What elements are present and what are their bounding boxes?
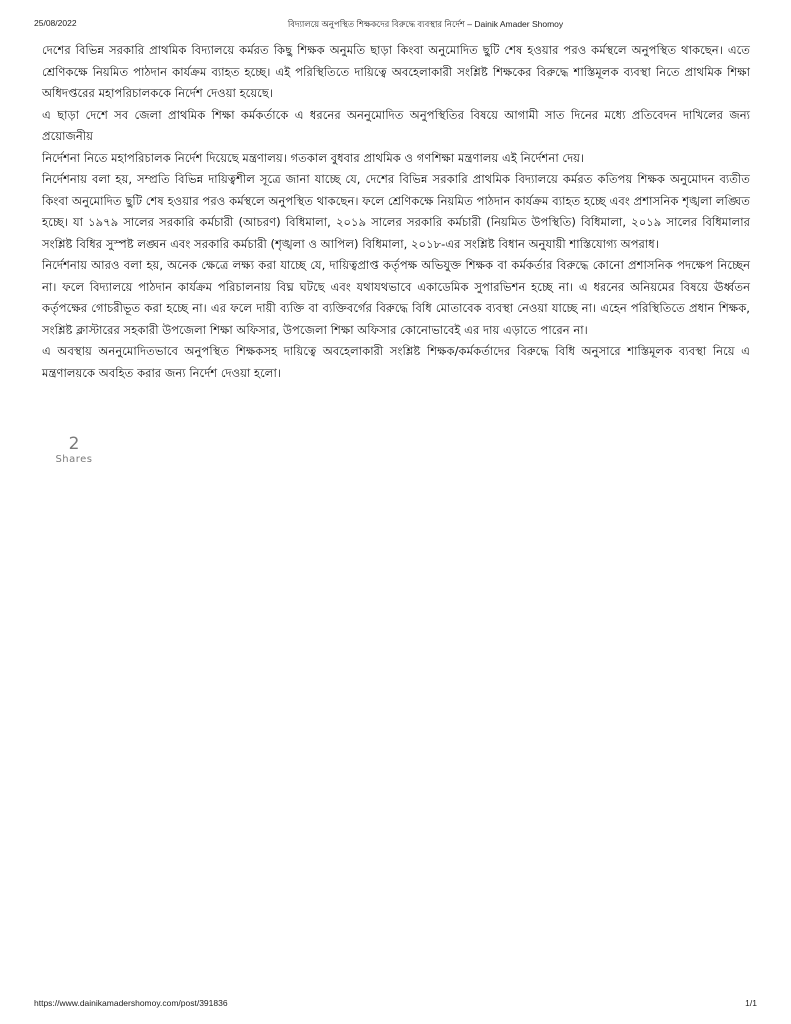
article-paragraph: নির্দেশনা নিতে মহাপরিচালক নির্দেশ দিয়েছে মন্ত্রণালয়। গতকাল বুধবার প্রাথমিক ও গণশিক্ষা মন্ত্রণালয় এই নির্দেশনা দেয়। [42,150,585,165]
article-paragraph: নির্দেশনায় বলা হয়, সম্প্রতি বিভিন্ন দায়িত্বশীল সূত্রে জানা যাচ্ছে যে, দেশের বিভিন্ন সরকারি প্রাথমিক বিদ্যালয়ে কর্মরত কতিপয় শিক্ষক অনুমোদন ব্যতীত কিংবা অনুমোদিত ছুটি শেষ হওয়ার পরও কর্মস্থলে অনুপস্থিত থাকছেন। ফলে শ্রেণিকক্ষে নিয়মিত পাঠদান কার্যক্রম ব্যাহত হচ্ছে এবং প্রশাসনিক শৃঙ্খলা লঙ্ঘিত হচ্ছে। যা ১৯৭৯ সালের সরকারি কর্মচারী (আচরণ) বিধিমালা, ২০১৯ সালের সরকারি কর্মচারী (নিয়মিত উপস্থিতি) বিধিমালা, ২০১৯ সালের বিধিমালার সংশ্লিষ্ট বিধির সুস্পষ্ট লঙ্ঘন এবং সরকারি কর্মচারী (শৃঙ্খলা ও আপিল) বিধিমালা, ২০১৮-এর সংশ্লিষ্ট বিধান অনুযায়ী শাস্তিযোগ্য অপরাধ। [42,172,750,251]
share-label: Shares [55,454,93,465]
source-url: https://www.dainikamadershomoy.com/post/391836 [34,998,228,1008]
article-paragraph: এ অবস্থায় অননুমোদিতভাবে অনুপস্থিত শিক্ষকসহ দায়িত্বে অবহেলাকারী সংশ্লিষ্ট শিক্ষক/কর্মকর্তাদের বিরুদ্ধে বিধি অনুসারে শাস্তিমূলক ব্যবস্থা নিয়ে এ মন্ত্রণালয়কে অবহিত করার জন্য নির্দেশ দেওয়া হলো। [42,344,750,380]
print-footer [34,998,757,1010]
article-paragraph: নির্দেশনায় আরও বলা হয়, অনেক ক্ষেত্রে লক্ষ্য করা যাচ্ছে যে, দায়িত্বপ্রাপ্ত কর্তৃপক্ষ অভিযুক্ত শিক্ষক বা কর্মকর্তার বিরুদ্ধে কোনো প্রশাসনিক পদক্ষেপ নিচ্ছেন না। ফলে বিদ্যালয়ে পাঠদান কার্যক্রম পরিচালনায় বিঘ্ন ঘটছে এবং যথাযথভাবে একাডেমিক সুপারভিশন হচ্ছে না। এ ধরনের অনিয়মের বিষয়ে ঊর্ধ্বতন কর্তৃপক্ষের গোচরীভূত করা হচ্ছে না। এর ফলে দায়ী ব্যক্তি বা ব্যক্তিবর্গের বিরুদ্ধে বিধি মোতাবেক ব্যবস্থা নেওয়া যাচ্ছে না। এহেন পরিস্থিতিতে প্রধান শিক্ষক, সংশ্লিষ্ট ক্লাস্টারের সহকারী উপজেলা শিক্ষা অফিসার, উপজেলা শিক্ষা অফিসার কোনোভাবেই এর দায় এড়াতে পারেন না। [42,258,750,337]
article-paragraph: এ ছাড়া দেশে সব জেলা প্রাথমিক শিক্ষা কর্মকর্তাকে এ ধরনের অননুমোদিত অনুপস্থিতির বিষয়ে আগামী সাত দিনের মধ্যে প্রতিবেদন দাখিলের জন্য প্রয়োজনীয় [42,107,750,143]
page-title: বিদ্যালয়ে অনুপস্থিত শিক্ষকদের বিরুদ্ধে ব্যবস্থার নির্দেশ – Dainik Amader Shomoy [287,19,564,29]
article-body [42,40,750,384]
print-date: 25/08/2022 [34,18,77,28]
print-header [34,18,757,34]
article-paragraph: দেশের বিভিন্ন সরকারি প্রাথমিক বিদ্যালয়ে কর্মরত কিছু শিক্ষক অনুমতি ছাড়া কিংবা অনুমোদিত ছুটি শেষ হওয়ার পরও কর্মস্থলে অনুপস্থিত থাকছেন। এতে শ্রেণিকক্ষে নিয়মিত পাঠদান কার্যক্রম ব্যাহত হচ্ছে। এই পরিস্থিতিতে দায়িত্বে অবহেলাকারী সংশ্লিষ্ট শিক্ষকের বিরুদ্ধে শাস্তিমূলক ব্যবস্থা নিতে প্রাথমিক শিক্ষা অধিদপ্তরের মহাপরিচালককে নির্দেশ দেওয়া হয়েছে। [42,43,750,100]
share-counter[interactable] [54,434,94,466]
page-number: 1/1 [745,998,757,1008]
share-count: 2 [68,434,80,454]
